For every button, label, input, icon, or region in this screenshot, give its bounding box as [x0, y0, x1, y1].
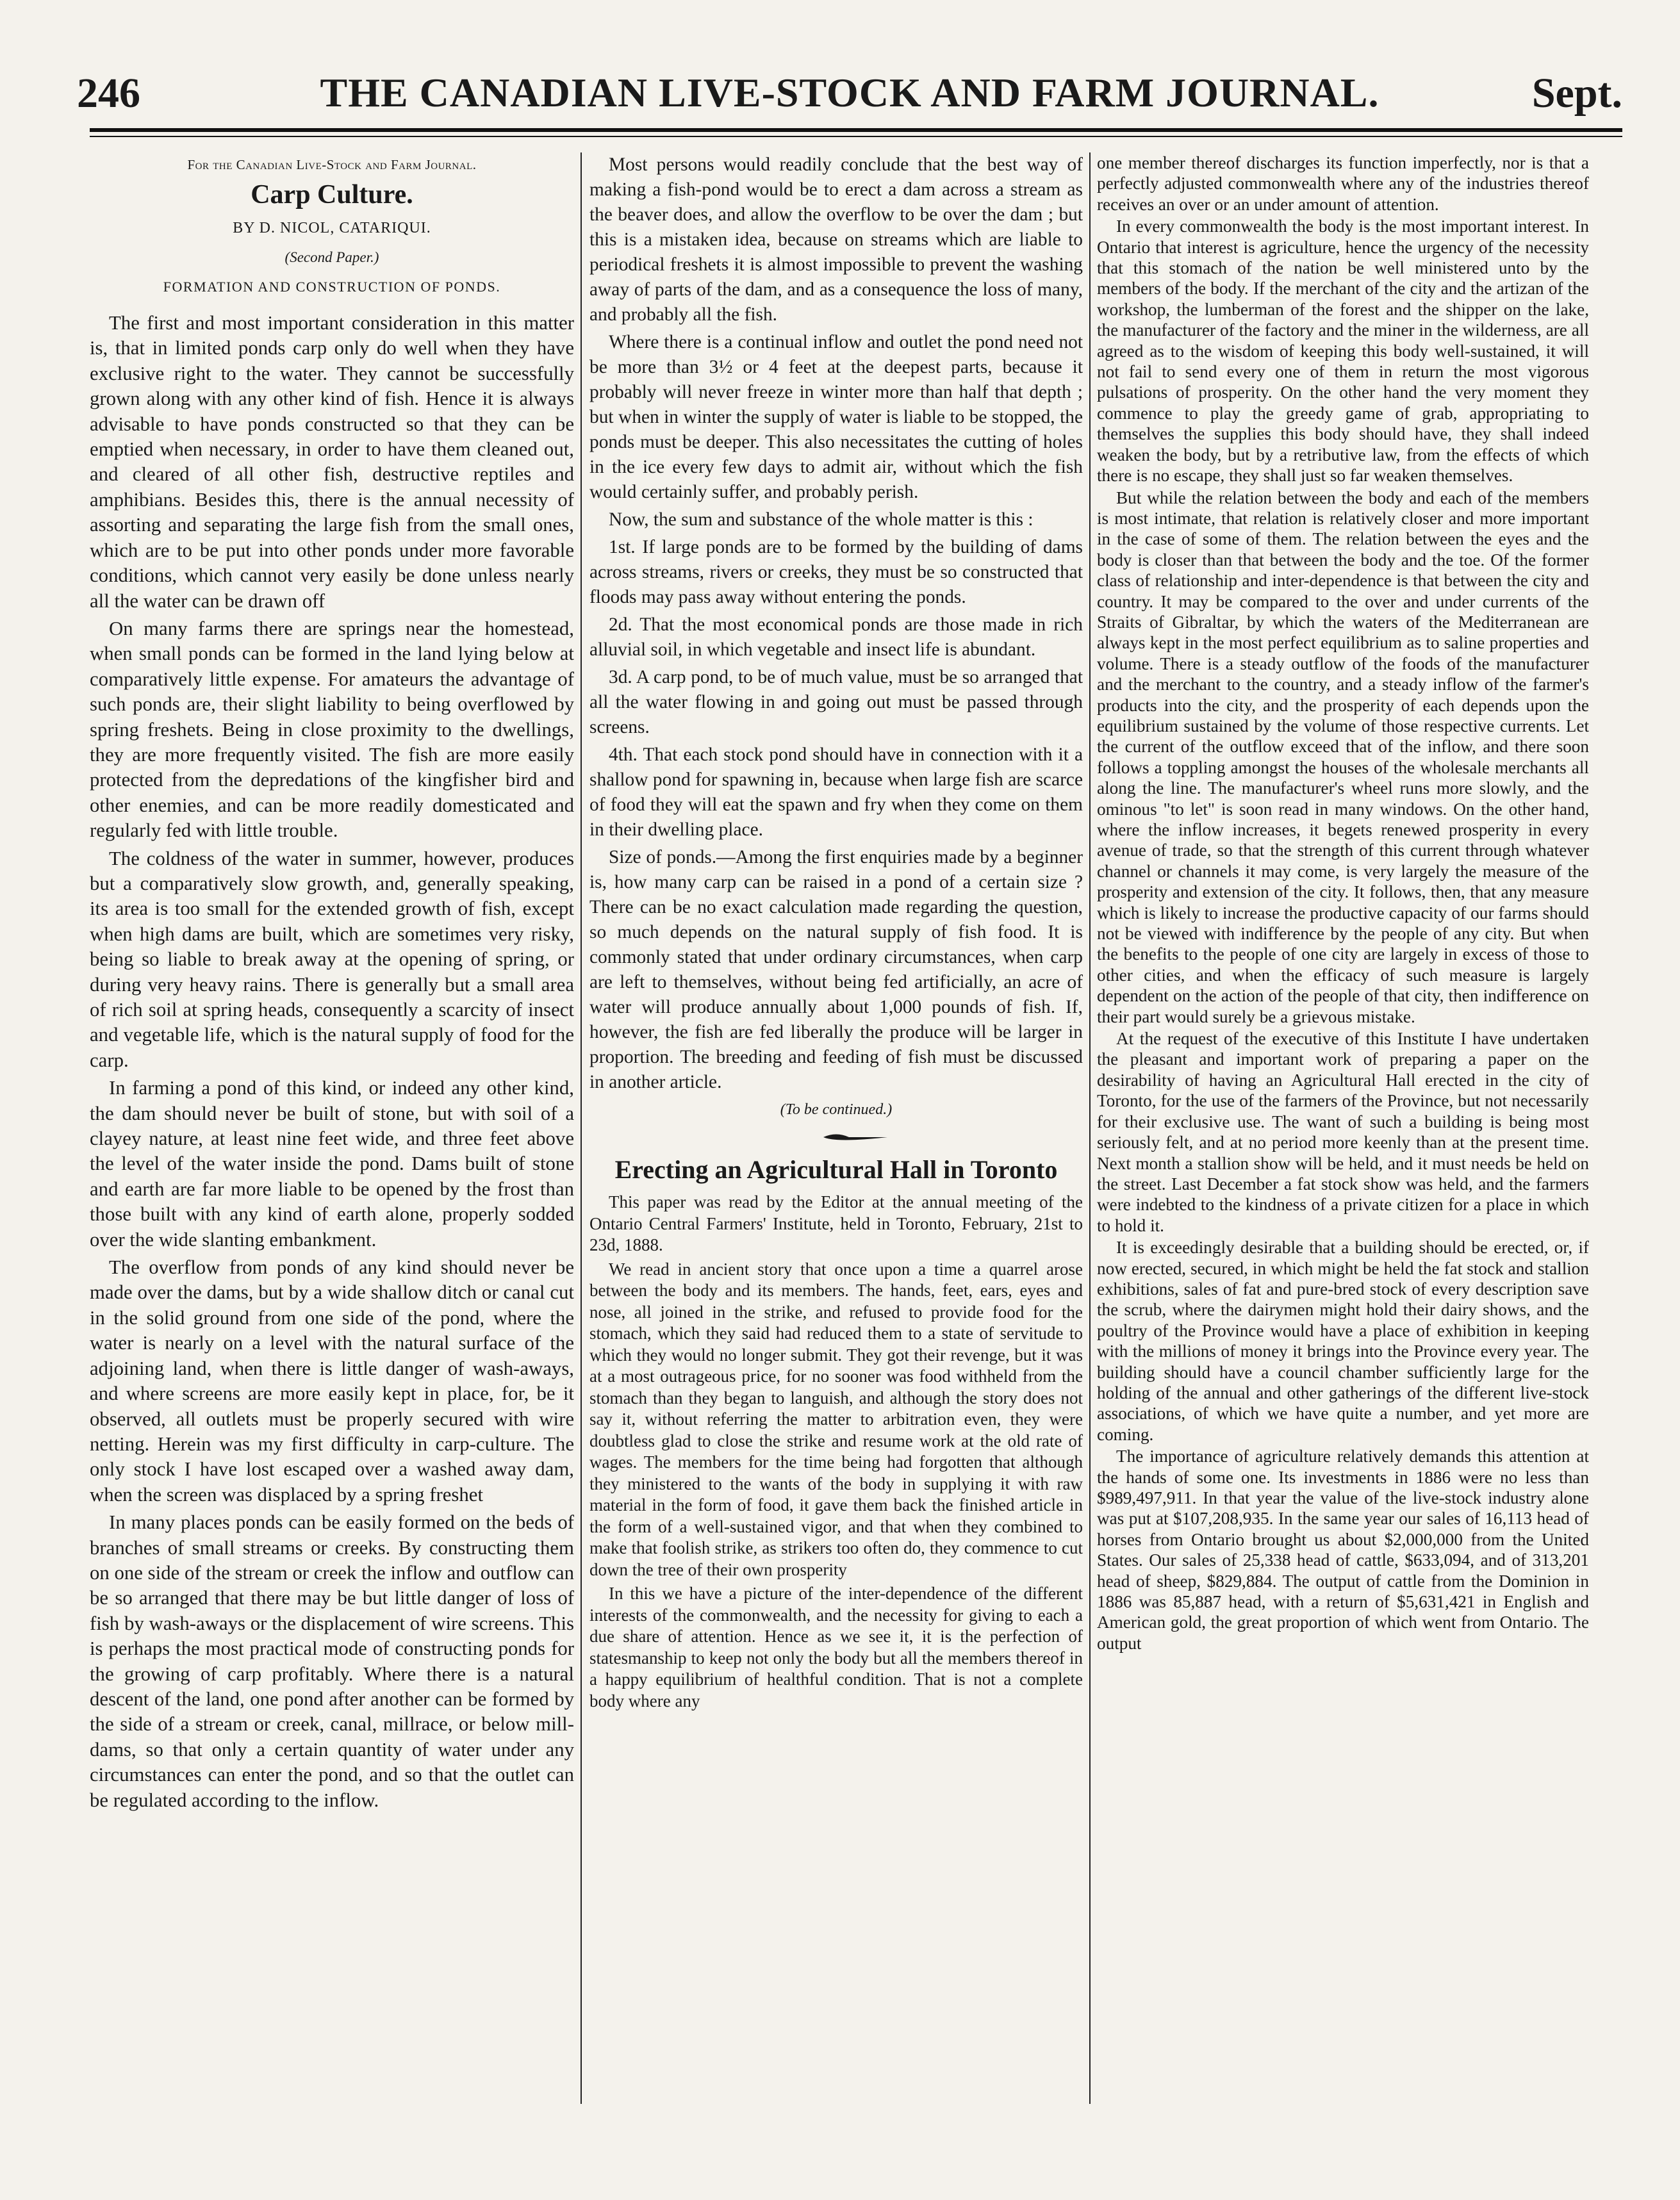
journal-title: THE CANADIAN LIVE-STOCK AND FARM JOURNAL.	[320, 70, 1379, 115]
column-3	[1097, 152, 1589, 2117]
column-divider	[581, 152, 582, 2104]
paragraph: It is exceedingly desirable that a building should be erected, or, if now erected, secured, in which might be held the fat stock and stallion exhibitions, sales of fat and pure-bred stock of every description save the scrub, where the dairymen might hold their dairy shows, and the poultry of the Province would have a place of exhibition in keeping with the millions of money it brings into the Province every year. The building should have a council chamber sufficiently large for the holding of the annual and other gatherings of the different live-stock associations, of which we have quite a number, and yet more are coming.	[1097, 1238, 1589, 1444]
divider-ornament	[785, 1131, 887, 1143]
paragraph: In every commonwealth the body is the most important interest. In Ontario that interest is agriculture, hence the urgency of the necessity that this stomach of the nation be well ministered unto by the members of the body. If the merchant of the city and the artizan of the workshop, the lumberman of the forest and the shipper on the lake, the manufacturer of the factory and the miner in the wilderness, are all agreed as to the wisdom of keeping this body well-sustained, it will not fail to send every one of them in return the most vigorous pulsations of prosperity. On the other hand the very moment they commence to play the greedy game of grab, appropriating to themselves the supplies this body should have, they shall indeed weaken the body, but by a retributive law, from the effects of which there is no escape, they shall just so far weaken themselves.	[1097, 217, 1589, 486]
page-number: 246	[77, 70, 140, 117]
paragraph: Where there is a continual inflow and outlet the pond need not be more than 3½ or 4 feet at the deepest parts, because it probably will never freeze in winter more than half that depth ; but when in winter the supply of water is liable to be stopped, the ponds must be deeper. This also necessitates the cutting of holes in the ice every few days to admit air, without which the fish would certainly suffer, and probably perish.	[589, 332, 1083, 502]
issue-month: Sept.	[1531, 70, 1622, 117]
paragraph: We read in ancient story that once upon a time a quarrel arose between the body and its members. The hands, feet, ears, eyes and nose, all joined in the strike, and refused to provide food for the stomach, which they said had reduced them to a state of servitude to which they would no longer submit. They got their revenge, but it was at a most outrageous price, for no sooner was food withheld from the stomach than they began to languish, and although the story does not say it, without referring the matter to arbitration even, they were doubtless glad to close the strike and resume work at the old rate of wages. The members for the time being had forgotten that although they ministered to the wants of the body in supplying it with raw material in the form of food, it gave them back the finished article in the form of a well-sustained vigor, and that when they combined to make that foolish strike, as strikers too often do, they commence to cut down the tree of their own prosperity	[589, 1259, 1083, 1579]
paragraph: one member thereof discharges its function imperfectly, nor is that a perfectly adjusted commonwealth where any of the industries thereof receives an over or an under amount of attention.	[1097, 153, 1589, 214]
header-rule-thick	[90, 128, 1622, 132]
header-rule-thin	[90, 136, 1622, 137]
paragraph: In farming a pond of this kind, or indeed any other kind, the dam should never be built of stone, but with soil of a clayey nature, at least nine feet wide, and three feet above the level of the water inside the pond. Dams built of stone and earth are far more liable to be opened by the frost than those built with any kind of earth alone, properly sodded over the wide slanting embankment.	[90, 1077, 574, 1251]
paragraph: Now, the sum and substance of the whole matter is this :	[609, 509, 1034, 530]
paragraph: The first and most important consideration in this matter is, that in limited ponds carp only do well when they have exclusive right to the water. They cannot be successfully grown along with any other kind of fish. Hence it is always advisable to have ponds constructed so that they can be emptied when necessary, in order to have them cleaned out, and cleared of all other fish, destructive reptiles and amphibians. Besides this, there is the annual necessity of assorting and separating the large fish from the small ones, which are to be put into other ponds under more favorable conditions, which cannot very easily be done unless nearly all the water can be drawn off	[90, 312, 574, 612]
paragraph: The overflow from ponds of any kind should never be made over the dams, but by a wide shallow ditch or canal cut in the solid ground from one side of the pond, where the water is nearly on a level with the natural surface of the adjoining land, when there is little danger of wash-aways, and where screens are more easily kept in place, for, be it observed, all outlets must be properly secured with wire netting. Herein was my first difficulty in carp-culture. The only stock I have lost escaped over a washed away dam, when the screen was displaced by a spring freshet	[90, 1256, 574, 1506]
paragraph: But while the relation between the body and each of the members is most intimate, that relation is relatively closer and more important in the case of some of them. The relation between the eyes and the body is closer than that between the body and the toe. Of the former class of relationship and inter-dependence is that between the city and country. It may be compared to the over and under currents of the Straits of Gibraltar, by which the waters of the Mediterranean are always kept in the most perfect equilibrium as to saline properties and volume. There is a steady outflow of the foods of the manufacturer and the merchant to the country, and a steady inflow of the farmer's products into the city, and the prosperity of each depends upon the equilibrium sustained by the volume of those respective currents. Let the current of the outflow exceed that of the inflow, and there soon follows a toppling amongst the houses of the wholesale merchants all along the line. The manufacturer's wheel runs more slowly, and the ominous "to let" is soon read in many windows. On the other hand, where the inflow increases, it begets renewed prosperity in every avenue of trade, so that the strength of this current through whatever channel or channels it may come, is very largely the measure of the prosperity and extension of the city. It follows, then, that any measure which is likely to increase the productive capacity of our farms should not be viewed with indifference by the people of any city. But when the benefits to the people of one city are largely in excess of those to other cities, and when the efficacy of such measure is largely dependent on the action of the people of that city, then indifference on their part would surely be a grievous mistake.	[1097, 488, 1589, 1026]
paragraph: The coldness of the water in summer, however, produces but a comparatively slow growth, and, generally speaking, its area is too small for the extended growth of fish, except when high dams are built, which are sometimes very risky, being so liable to break away at the opening of spring, or during very heavy rains. There is generally but a small area of rich soil at spring heads, consequently a scarcity of insect and vegetable life, which is the natural supply of food for the carp.	[90, 847, 574, 1071]
paragraph: 4th. That each stock pond should have in connection with it a shallow pond for spawning in, because when large fish are scarce of food they will eat the spawn and fry when they come on them in their dwelling place.	[589, 744, 1083, 840]
article-source-line: For the Canadian Live-Stock and Farm Journal.	[187, 157, 477, 172]
paragraph: 1st. If large ponds are to be formed by the building of dams across streams, rivers or creeks, they must be so constructed that floods may pass away without entering the ponds.	[589, 537, 1083, 607]
column-divider	[1089, 152, 1091, 2104]
article-title: Carp Culture.	[251, 180, 413, 210]
column-2	[589, 152, 1083, 2117]
continued-note: (To be continued.)	[780, 1101, 893, 1118]
paragraph: The importance of agriculture relatively demands this attention at the hands of some one. Its investments in 1886 were no less than $989,497,911. In that year the value of the live-stock industry alone was put at $107,208,935. In the same year our sales of 16,113 head of horses from Ontario brought us about $2,000,000 from the United States. Our sales of 25,338 head of cattle, $633,094, and of 313,201 head of sheep, $829,884. The output of cattle from the Dominion in 1886 was 85,887 head, with a return of $5,631,421 in English and American gold, the great proportion of which went from Ontario. The output	[1097, 1447, 1589, 1653]
article-subnote: (Second Paper.)	[284, 249, 379, 266]
paragraph: In many places ponds can be easily formed on the beds of branches of small streams or creeks. By constructing them on one side of the stream or creek the inflow and outflow can be so arranged that there may be but little danger of loss of fish by wash-aways or the displacement of wire screens. This is perhaps the most practical mode of constructing ponds for the growing of carp profitably. Where there is a natural descent of the land, one pond after another can be formed by the side of a stream or creek, canal, millrace, or below mill-dams, so that only a certain quantity of water under any circumstances can enter the pond, and so that the outlet can be regulated according to the inflow.	[90, 1511, 574, 1811]
paragraph: Size of ponds.—Among the first enquiries made by a beginner is, how many carp can be raised in a pond of a certain size ? There can be no exact calculation made regarding the question, so much depends on the natural supply of fish food. It is commonly stated that under ordinary circumstances, when carp are left to themselves, without being fed artificially, an acre of water will produce annually about 1,000 pounds of fish. If, however, the fish are fed liberally the produce will be larger in proportion. The breeding and feeding of fish must be discussed in another article.	[589, 847, 1083, 1092]
section-heading: FORMATION AND CONSTRUCTION OF PONDS.	[163, 278, 501, 295]
paragraph: On many farms there are springs near the homestead, when small ponds can be formed in the land lying below at comparatively little expense. For amateurs the advantage of such ponds are, their slight liability to being overflowed by spring freshets. Being in close proximity to the dwellings, they are more frequently visited. The fish are more easily protected from the depredations of the kingfisher bird and other enemies, and can be more readily domesticated and regularly fed with little trouble.	[90, 617, 574, 842]
page-header	[77, 69, 1622, 120]
column-1	[90, 152, 574, 2117]
article-title: Erecting an Agricultural Hall in Toronto	[614, 1155, 1058, 1184]
paragraph: At the request of the executive of this Institute I have undertaken the pleasant and important work of preparing a paper on the desirability of having an Agricultural Hall erected in the city of Toronto, for the use of the farmers of the Province, but not necessarily for their exclusive use. The want of such a building is being most seriously felt, and at no period more keenly than at the present time. Next month a stallion show will be held, and it must needs be held on the street. Last December a fat stock show was held, and the farmers were indebted to the kindness of a private citizen for a place in which to hold it.	[1097, 1029, 1589, 1235]
paragraph: Most persons would readily conclude that the best way of making a fish-pond would be to erect a dam across a stream as the beaver does, and allow the overflow to be over the dam ; but this is a mistaken idea, because on streams which are liable to periodical freshets it is almost impossible to prevent the washing away of parts of the dam, and as a consequence the loss of many, and probably all the fish.	[589, 154, 1083, 325]
paragraph: In this we have a picture of the inter-dependence of the different interests of the commonwealth, and the necessity for giving to each a due share of attention. Hence as we see it, it is the perfection of statesmanship to keep not only the body but all the members thereof in a happy equilibrium of healthful condition. That is not a complete body where any	[589, 1584, 1083, 1711]
paragraph: 2d. That the most economical ponds are those made in rich alluvial soil, in which vegetable and insect life is abundant.	[589, 614, 1083, 660]
paragraph: 3d. A carp pond, to be of much value, must be so arranged that all the water flowing in and going out must be passed through screens.	[589, 667, 1083, 737]
paragraph: This paper was read by the Editor at the annual meeting of the Ontario Central Farmers' Institute, held in Toronto, February, 21st to 23d, 1888.	[589, 1192, 1083, 1254]
article-byline: BY D. NICOL, CATARIQUI.	[233, 219, 431, 236]
